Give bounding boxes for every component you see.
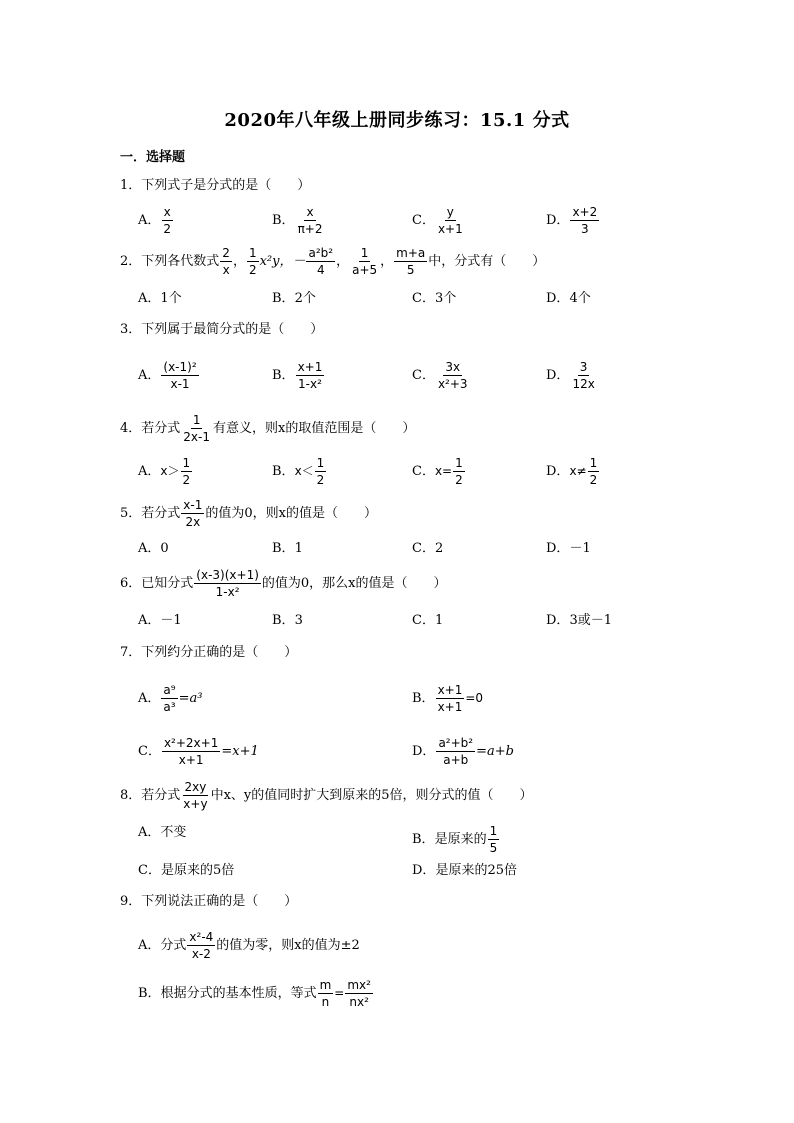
q2-option-d[interactable]: D．4个	[546, 291, 591, 306]
q8-option-b[interactable]: B．是原来的 $\frac{1}{5}$	[412, 824, 498, 855]
fraction: $\frac{y}{x+1}$	[437, 205, 463, 236]
fraction: $\frac{3}{12x}$	[572, 360, 595, 391]
question-6: 6．已知分式 $\frac{(x-3)(x+1)}{\text{1-x²}}$ 的值为0，那么x的值是（ ）	[120, 568, 447, 599]
q4-option-a[interactable]: A．x＞ $\frac{1}{2}$	[138, 456, 191, 487]
q6-option-b[interactable]: B．3	[272, 613, 303, 628]
q9-option-b[interactable]: B．根据分式的基本性质，等式 $\frac{m}{n}$ = $\frac{\text{mx²}}{\text{nx²}}$	[138, 978, 371, 1009]
q5-option-d[interactable]: D．－1	[546, 541, 591, 556]
q4-option-c[interactable]: C．x= $\frac{1}{2}$	[412, 456, 463, 487]
q4-option-b[interactable]: B．x＜ $\frac{1}{2}$	[272, 456, 325, 487]
fraction: $\frac{\text{mx²}}{\text{nx²}}$	[347, 978, 371, 1009]
fraction: $\frac{2}{x}$	[222, 246, 230, 277]
q8-option-c[interactable]: C．是原来的5倍	[138, 863, 235, 878]
q9-option-a[interactable]: A．分式 $\frac{\text{x²-4}}{x-2}$ 的值为零，则x的值为±2	[138, 930, 360, 961]
fraction: $\frac{\text{a²b²}}{4}$	[308, 246, 334, 277]
question-8: 8．若分式 $\frac{2xy}{x+y}$ 中x、y的值同时扩大到原来的5倍，则分式的值（ ）	[120, 780, 533, 811]
q6-option-d[interactable]: D．3或－1	[546, 613, 612, 628]
q7-option-c[interactable]: C． $\frac{\text{x²+2x+1}}{x+1}$ =x+1	[138, 736, 259, 767]
q1-option-d[interactable]: D． $\frac{x+2}{3}$	[546, 205, 598, 236]
q5-option-b[interactable]: B．1	[272, 541, 303, 556]
fraction: $\frac{\text{x²+2x+1}}{x+1}$	[163, 736, 219, 767]
q7-option-b[interactable]: B． $\frac{x+1}{x+1}$ =0	[412, 683, 484, 714]
fraction: $\frac{3x}{\text{x²+3}}$	[437, 360, 468, 391]
page-title: 2020年八年级上册同步练习：15.1 分式	[224, 110, 570, 131]
q5-option-c[interactable]: C．2	[412, 541, 444, 556]
fraction: $\frac{\text{a⁹}}{\text{a³}}$	[163, 683, 176, 714]
q1-option-a[interactable]: A． $\frac{x}{2}$	[138, 205, 172, 236]
q3-option-c[interactable]: C． $\frac{3x}{\text{x²+3}}$	[412, 360, 468, 391]
q6-option-c[interactable]: C．1	[412, 613, 444, 628]
fraction: $\frac{x}{2}$	[163, 205, 172, 236]
fraction: $\frac{x+1}{x+1}$	[437, 683, 463, 714]
q3-option-d[interactable]: D． $\frac{3}{12x}$	[546, 360, 595, 391]
q4-option-d[interactable]: D．x≠ $\frac{1}{2}$	[546, 456, 598, 487]
q7-option-a[interactable]: A． $\frac{\text{a⁹}}{\text{a³}}$ =a³	[138, 683, 203, 714]
question-2: 2．下列各代数式 $\frac{2}{x}$ ， $\frac{1}{2}$ x²y，－ $\frac{\text{a²b²}}{4}$ ， $\frac{1}{a+5}$ ， $\frac{m+a}{5}$ 中，分式有（ ）	[120, 246, 546, 277]
q2-option-a[interactable]: A．1个	[138, 291, 182, 306]
question-7: 7．下列约分正确的是（ ）	[120, 645, 298, 660]
q3-option-b[interactable]: B． $\frac{x+1}{\text{1-x²}}$	[272, 360, 323, 391]
fraction: $\frac{1}{2}$	[455, 456, 463, 487]
fraction: $\frac{x-1}{2x}$	[183, 498, 203, 529]
fraction: $\frac{1}{a+5}$	[352, 246, 378, 277]
question-4: 4．若分式 $\frac{1}{2x-1}$ 有意义，则x的取值范围是（ ）	[120, 413, 416, 444]
fraction: $\frac{m}{n}$	[319, 978, 332, 1009]
fraction: $\frac{1}{2}$	[182, 456, 191, 487]
fraction: $\frac{\text{a²+b²}}{a+b}$	[438, 736, 474, 767]
fraction: $\frac{1}{2}$	[248, 246, 257, 277]
question-3: 3．下列属于最简分式的是（ ）	[120, 322, 324, 337]
fraction: $\frac{1}{2x-1}$	[183, 413, 210, 444]
fraction: $\frac{(x-3)(x+1)}{\text{1-x²}}$	[196, 568, 259, 599]
section-heading: 一．选择题	[120, 150, 186, 165]
question-number: 1．	[120, 178, 142, 193]
fraction: $\frac{x+1}{\text{1-x²}}$	[297, 360, 323, 391]
q1-option-b[interactable]: B． $\frac{x}{\pi+2}$	[272, 205, 323, 236]
q2-option-b[interactable]: B．2个	[272, 291, 316, 306]
fraction: $\frac{1}{2}$	[589, 456, 598, 487]
question-9: 9．下列说法正确的是（ ）	[120, 894, 298, 909]
question-text: 下列式子是分式的是（ ）	[141, 178, 311, 193]
fraction: $\frac{\text{(x-1)²}}{x-1}$	[163, 360, 197, 391]
q8-option-d[interactable]: D．是原来的25倍	[412, 863, 517, 878]
fraction: $\frac{1}{5}$	[489, 824, 498, 855]
fraction: $\frac{\text{x²-4}}{x-2}$	[189, 930, 214, 961]
q3-option-a[interactable]: A． $\frac{\text{(x-1)²}}{x-1}$	[138, 360, 197, 391]
fraction: $\frac{m+a}{5}$	[396, 246, 426, 277]
fraction: $\frac{x}{\pi+2}$	[297, 205, 323, 236]
question-5: 5．若分式 $\frac{x-1}{2x}$ 的值为0，则x的值是（ ）	[120, 498, 377, 529]
q2-option-c[interactable]: C．3个	[412, 291, 457, 306]
q1-option-c[interactable]: C． $\frac{y}{x+1}$	[412, 205, 463, 236]
q7-option-d[interactable]: D． $\frac{\text{a²+b²}}{a+b}$ =a+b	[412, 736, 514, 767]
q6-option-a[interactable]: A．－1	[138, 613, 182, 628]
q8-option-a[interactable]: A．不变	[138, 825, 187, 840]
q5-option-a[interactable]: A．0	[138, 541, 169, 556]
fraction: $\frac{2xy}{x+y}$	[183, 780, 208, 811]
fraction: $\frac{1}{2}$	[316, 456, 325, 487]
question-1	[120, 177, 310, 195]
fraction: $\frac{x+2}{3}$	[572, 205, 598, 236]
